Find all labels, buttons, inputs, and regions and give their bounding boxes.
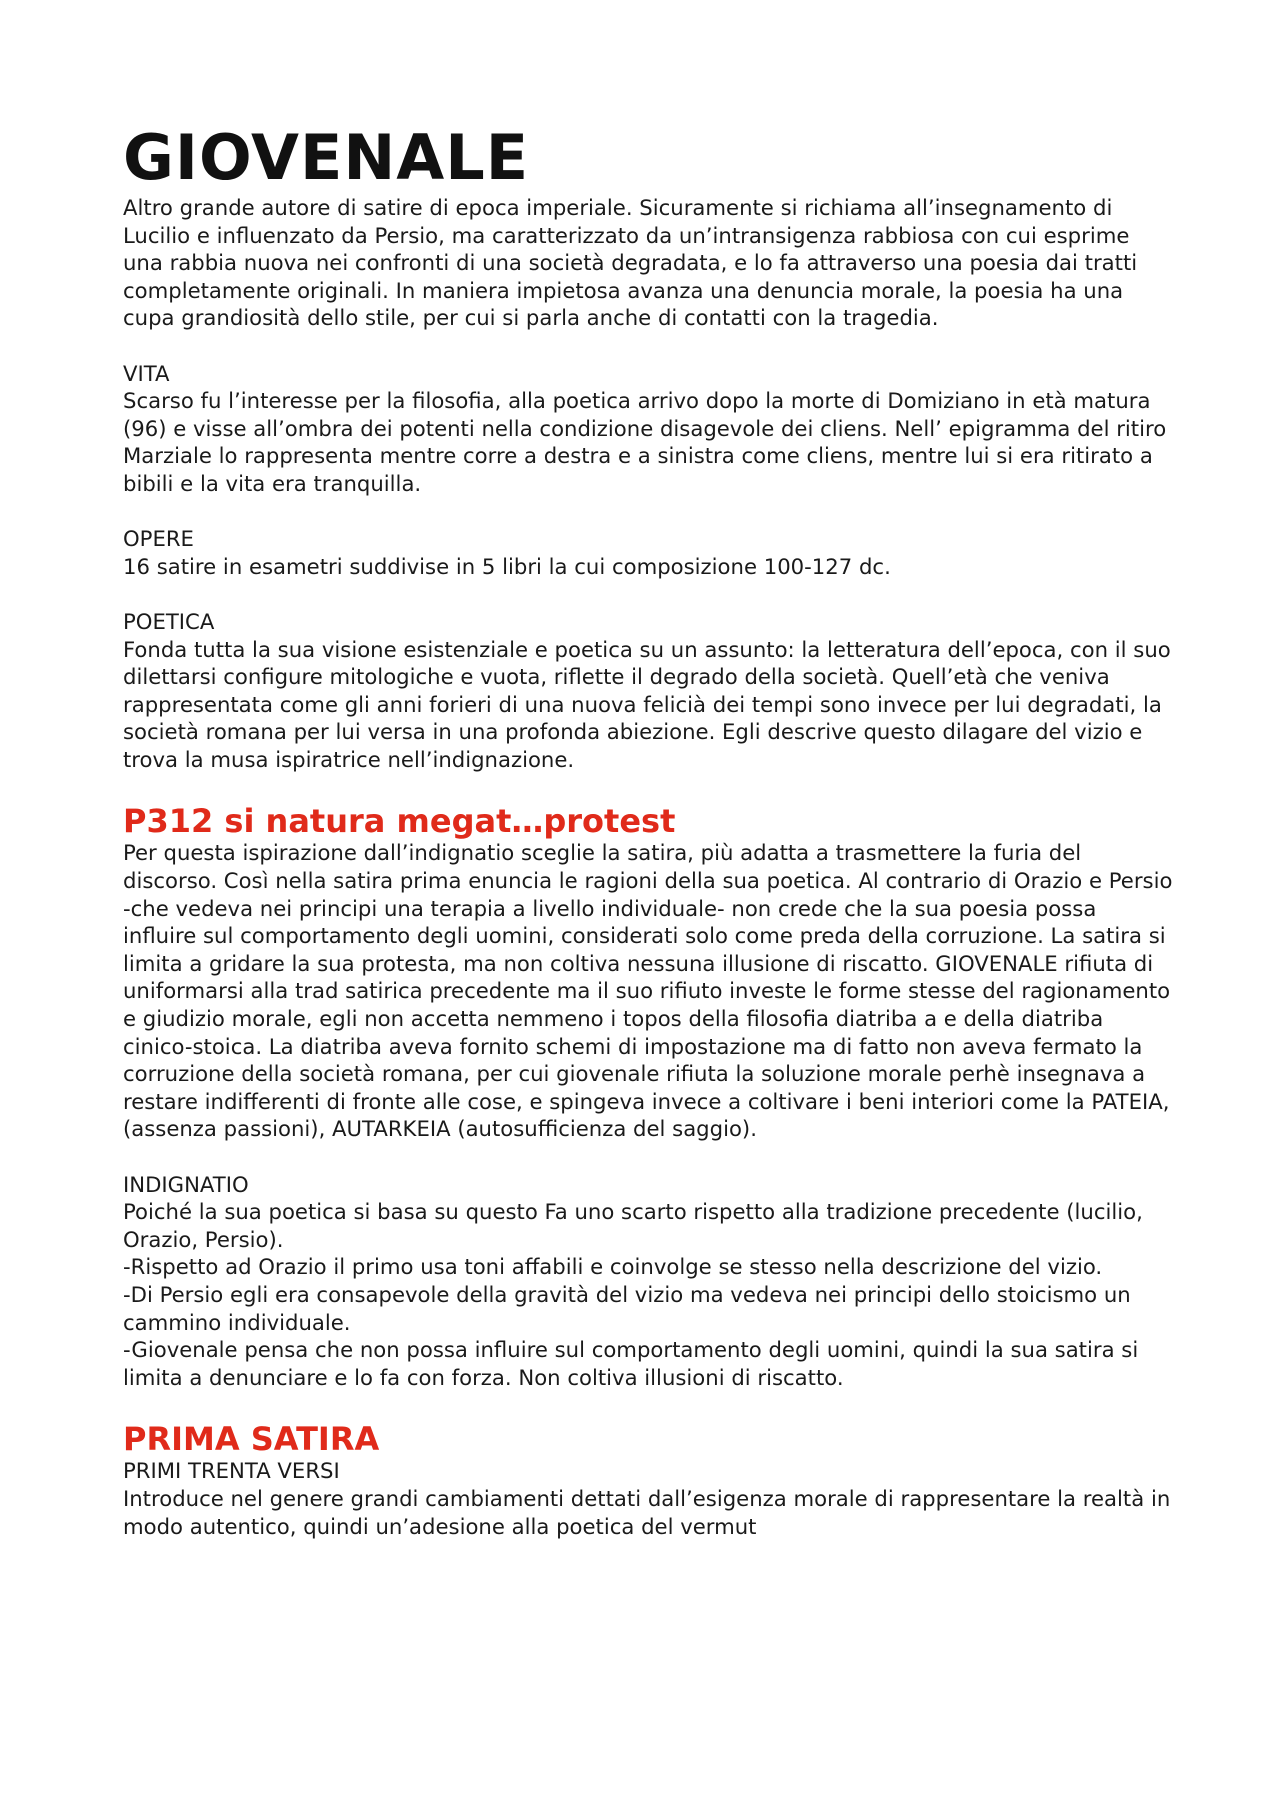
spacer [123, 332, 1173, 360]
document-title: GIOVENALE [123, 121, 530, 194]
intro-paragraph: Altro grande autore di satire di epoca imperiale. Sicuramente si richiama all’insegnamento di Lucilio e influenzato da Persio, ma caratterizzato da un’intransigenza rabbiosa con cui esprime una rabbia nuova nei confronti di una società degradata, e lo fa attraverso una poesia dai tratti completamente originali. In maniera impietosa avanza una denuncia morale, la poesia ha una cupa grandiosità dello stile, per cui si parla anche di contatti con la tragedia. [123, 195, 1138, 331]
opere-paragraph: 16 satire in esametri suddivise in 5 libri la cui composizione 100-127 dc. [123, 553, 891, 579]
spacer [123, 498, 1173, 526]
document-page [123, 122, 1173, 1540]
indignatio-line-4: -Giovenale pensa che non possa influire sul comportamento degli uomini, quindi la sua satira si limita a denunciare e lo fa con forza. Non coltiva illusioni di riscatto. [123, 1337, 1139, 1390]
vita-paragraph: Scarso fu l’interesse per la filosofia, alla poetica arrivo dopo la morte di Domiziano in età matura (96) e visse all’ombra dei potenti nella condizione disagevole dei cliens. Nell’ epigramma del ritiro Marziale lo rappresenta mentre corre a destra e a sinistra come cliens, mentre lui si era ritirato a bibili e la vita era tranquilla. [123, 388, 1167, 496]
prima-satira-paragraph: Introduce nel genere grandi cambiamenti dettati dall’esigenza morale di rappresentare la realtà in modo autentico, quindi un’adesione alla poetica del vermut [123, 1485, 1171, 1539]
opere-label: OPERE [123, 526, 194, 552]
spacer [123, 580, 1173, 608]
indignatio-label: INDIGNATIO [123, 1171, 249, 1197]
indignatio-line-2: -Rispetto ad Orazio il primo usa toni affabili e coinvolge se stesso nella descrizione del vizio. [123, 1254, 1103, 1280]
poetica-paragraph: Fonda tutta la sua visione esistenziale e poetica su un assunto: la letteratura dell’epoca, con il suo dilettarsi configure mitologiche e vuota, riflette il degrado della società. Quell’età che veniva rappresentata come gli anni forieri di una nuova felicià dei tempi sono invece per lui degradati, la società romana per lui versa in una profonda abiezione. Egli descrive questo dilagare del vizio e trova la musa ispiratrice nell’indignazione. [123, 636, 1171, 772]
vita-label: VITA [123, 360, 170, 386]
prima-satira-heading: PRIMA SATIRA [123, 1420, 380, 1459]
indignatio-line-1: Poiché la sua poetica si basa su questo Fa uno scarto rispetto alla tradizione precedente (lucilio, Orazio, Persio). [123, 1199, 1143, 1252]
spacer [123, 1143, 1173, 1171]
p312-heading: P312 si natura megat…protest [123, 802, 676, 841]
primi-trenta-versi-label: PRIMI TRENTA VERSI [123, 1458, 340, 1484]
spacer [123, 1391, 1173, 1421]
p312-paragraph: Per questa ispirazione dall’indignatio sceglie la satira, più adatta a trasmettere la furia del discorso. Così nella satira prima enuncia le ragioni della sua poetica. Al contrario di Orazio e Persio -che vedeva nei principi una terapia a livello individuale- non crede che la sua poesia possa influire sul comportamento degli uomini, considerati solo come preda della corruzione. La satira si limita a gridare la sua protesta, ma non coltiva nessuna illusione di riscatto. GIOVENALE rifiuta di uniformarsi alla trad satirica precedente ma il suo rifiuto investe le forme stesse del ragionamento e giudizio morale, egli non accetta nemmeno i topos della filosofia diatriba a e della diatriba cinico-stoica. La diatriba aveva fornito schemi di impostazione ma di fatto non aveva fermato la corruzione della società romana, per cui giovenale rifiuta la soluzione morale perhè insegnava a restare indifferenti di fronte alle cose, e spingeva invece a coltivare i beni interiori come la PATEIA, (assenza passioni), AUTARKEIA (autosufficienza del saggio). [123, 840, 1173, 1142]
indignatio-line-3: -Di Persio egli era consapevole della gravità del vizio ma vedeva nei principi dello stoicismo un cammino individuale. [123, 1281, 1131, 1335]
spacer [123, 773, 1173, 803]
poetica-label: POETICA [123, 608, 215, 634]
